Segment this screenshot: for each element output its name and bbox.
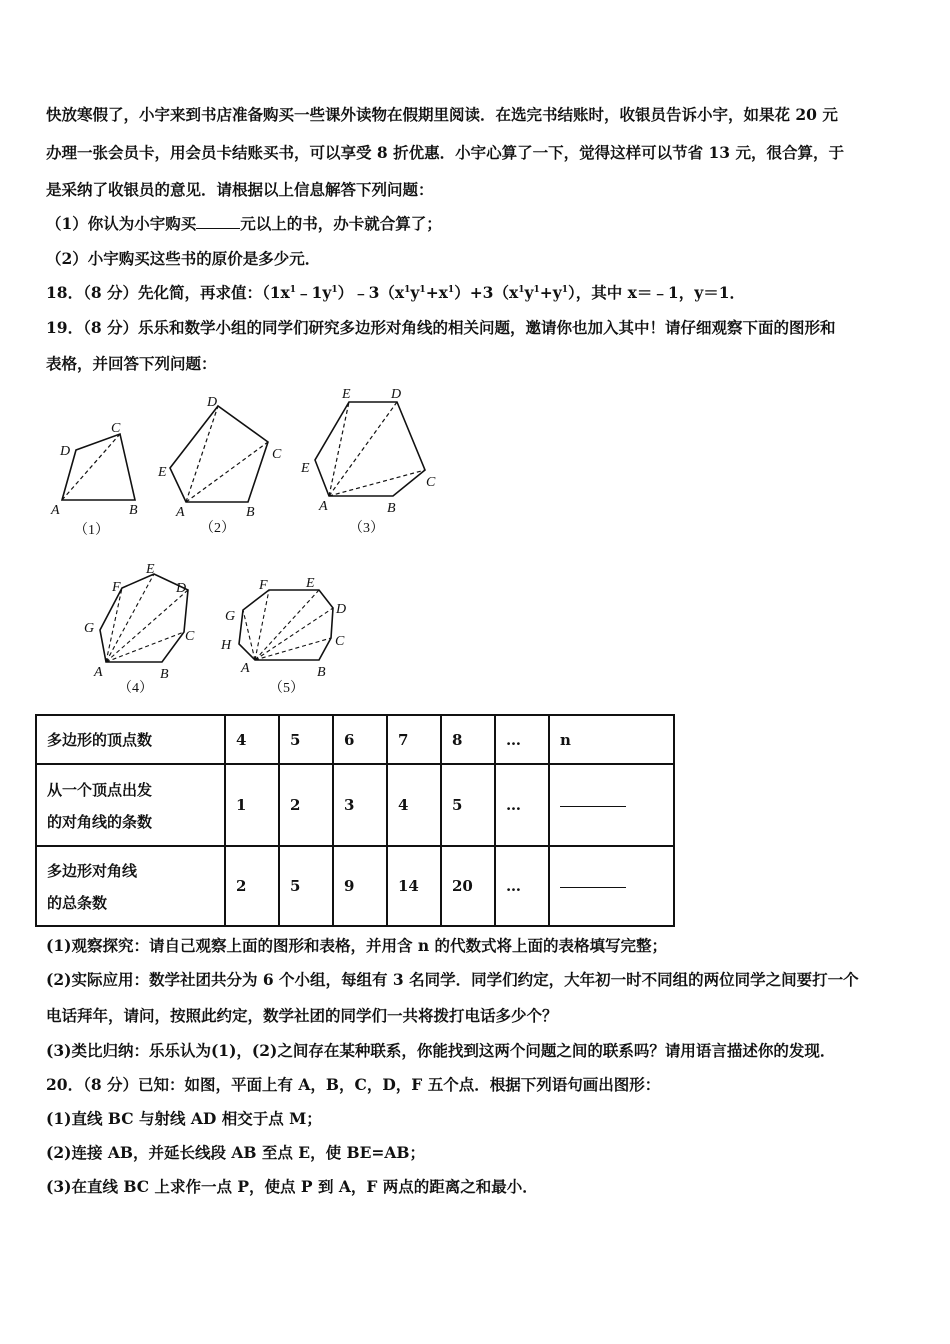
table-cell: 5 bbox=[279, 715, 333, 764]
vertex-label: G bbox=[84, 621, 95, 636]
table-cell: … bbox=[495, 764, 549, 846]
vertex-label: A bbox=[241, 661, 250, 676]
p18-exp: 1 bbox=[447, 284, 455, 295]
diagonal-line bbox=[255, 638, 331, 660]
diagonal-line bbox=[329, 470, 425, 496]
diagonal-table bbox=[35, 714, 675, 927]
p20-sub-3: (3)在直线 BC 上求作一点 P，使点 P 到 A，F 两点的距离之和最小． bbox=[46, 1177, 538, 1196]
vertex-label: A bbox=[176, 505, 185, 520]
polygon-outline bbox=[239, 590, 333, 660]
answer-blank[interactable] bbox=[560, 805, 626, 807]
table-row bbox=[36, 846, 674, 926]
vertex-label: F bbox=[112, 580, 121, 595]
table-cell: 9 bbox=[333, 846, 387, 926]
figure-caption: （1） bbox=[74, 523, 109, 538]
vertex-label: C bbox=[111, 421, 121, 436]
p18-text: ﹣1y bbox=[296, 283, 332, 302]
vertex-label: B bbox=[160, 667, 169, 682]
p18-exp: 1 bbox=[404, 284, 411, 295]
table-cell: 7 bbox=[387, 715, 441, 764]
table-cell: n bbox=[549, 715, 674, 764]
diagonal-line bbox=[255, 608, 333, 660]
vertex-label: G bbox=[225, 609, 236, 624]
intro-question-1 bbox=[46, 212, 442, 234]
q1-suffix: 元以上的书，办卡就合算了； bbox=[240, 214, 442, 233]
vertex-label: D bbox=[207, 395, 218, 410]
diagonal-line bbox=[106, 590, 188, 662]
table-cell: 3 bbox=[333, 764, 387, 846]
table-cell: 2 bbox=[225, 846, 279, 926]
table-cell: 4 bbox=[225, 715, 279, 764]
vertex-label: F bbox=[259, 578, 268, 593]
intro-line-3: 是采纳了收银员的意见．请根据以上信息解答下列问题： bbox=[46, 180, 434, 199]
answer-cell[interactable] bbox=[549, 764, 674, 846]
diagonal-line bbox=[186, 442, 268, 502]
figure-octagon bbox=[215, 568, 360, 700]
table-cell: 5 bbox=[441, 764, 495, 846]
vertex-label: A bbox=[51, 503, 60, 518]
figure-pentagon bbox=[150, 390, 300, 545]
p18-text: +x bbox=[425, 283, 448, 302]
table-row bbox=[36, 764, 674, 846]
q1-prefix: （1）你认为小宇购买 bbox=[46, 214, 197, 233]
p18-exp: 1 bbox=[419, 284, 426, 295]
table-cell: 6 bbox=[333, 715, 387, 764]
q1-answer-blank[interactable] bbox=[196, 214, 240, 229]
polygon-outline bbox=[170, 406, 268, 502]
table-cell: 8 bbox=[441, 715, 495, 764]
vertex-label: C bbox=[185, 629, 195, 644]
row-header: 多边形对角线 的总条数 bbox=[36, 846, 225, 926]
vertex-label: A bbox=[94, 665, 103, 680]
diagonal-line bbox=[255, 590, 269, 660]
figure-heptagon bbox=[80, 560, 210, 700]
p18-text: 18．（8 分）先化简，再求值：（1x bbox=[46, 283, 290, 302]
intro-question-2: （2）小宇购买这些书的原价是多少元． bbox=[46, 249, 321, 268]
figure-caption: （3） bbox=[349, 521, 384, 536]
intro-line-1: 快放寒假了，小宇来到书店准备购买一些课外读物在假期里阅读．在选完书结账时，收银员告诉小宇，如果花 20 元 bbox=[46, 105, 838, 124]
vertex-label: E bbox=[158, 465, 167, 480]
vertex-label: D bbox=[60, 444, 71, 459]
p19-sub-3: (3)类比归纳：乐乐认为(1)，(2)之间存在某种联系，你能找到这两个问题之间的联系吗？请用语言描述你的发现． bbox=[46, 1041, 836, 1060]
vertex-label: C bbox=[272, 447, 282, 462]
figure-hexagon bbox=[295, 382, 455, 542]
p19-sub-2a: (2)实际应用：数学社团共分为 6 个小组，每组有 3 名同学．同学们约定，大年初一时不同组的两位同学之间要打一个 bbox=[46, 970, 859, 989]
p18-exp: 1 bbox=[561, 284, 569, 295]
p18-exp: 1 bbox=[331, 284, 338, 295]
table-cell: 4 bbox=[387, 764, 441, 846]
p20-sub-1: (1)直线 BC 与射线 AD 相交于点 M； bbox=[46, 1109, 322, 1128]
problem-20-head: 20．（8 分）已知：如图，平面上有 A，B，C，D，F 五个点．根据下列语句画出图形： bbox=[46, 1075, 661, 1094]
vertex-label: C bbox=[335, 634, 345, 649]
p18-exp: 1 bbox=[533, 284, 540, 295]
vertex-label: B bbox=[246, 505, 255, 520]
p18-exp: 1 bbox=[289, 284, 297, 295]
diagonal-line bbox=[243, 610, 255, 660]
p18-text: ）﹣3（x bbox=[337, 283, 405, 302]
table-cell: 20 bbox=[441, 846, 495, 926]
table-row bbox=[36, 715, 674, 764]
problem-19-line-2: 表格，并回答下列问题： bbox=[46, 354, 217, 373]
vertex-label: B bbox=[317, 665, 326, 680]
figure-caption: （4） bbox=[118, 681, 153, 696]
intro-line-2: 办理一张会员卡，用会员卡结账买书，可以享受 8 折优惠．小宇心算了一下，觉得这样可以节省 13 元，很合算，于 bbox=[46, 143, 844, 162]
vertex-label: E bbox=[342, 387, 351, 402]
table-cell: 1 bbox=[225, 764, 279, 846]
p18-text: ），其中 x＝﹣1，y＝1． bbox=[568, 283, 745, 302]
vertex-label: D bbox=[336, 602, 347, 617]
table-cell: 14 bbox=[387, 846, 441, 926]
answer-cell[interactable] bbox=[549, 846, 674, 926]
vertex-label: B bbox=[129, 503, 138, 518]
p20-sub-2: (2)连接 AB，并延长线段 AB 至点 E，使 BE=AB； bbox=[46, 1143, 426, 1162]
vertex-label: C bbox=[426, 475, 436, 490]
vertex-label: A bbox=[319, 499, 328, 514]
p19-sub-2b: 电话拜年，请问，按照此约定，数学社团的同学们一共将拨打电话多少个？ bbox=[46, 1006, 558, 1025]
polygon-outline bbox=[62, 434, 135, 500]
problem-18 bbox=[46, 281, 745, 303]
answer-blank[interactable] bbox=[560, 886, 626, 888]
figure-caption: （5） bbox=[269, 681, 304, 696]
vertex-label: D bbox=[391, 387, 402, 402]
p18-text: y bbox=[410, 283, 420, 302]
vertex-label: E bbox=[306, 576, 315, 591]
vertex-label: D bbox=[176, 581, 187, 596]
p18-text: y bbox=[524, 283, 534, 302]
figure-caption: （2） bbox=[200, 521, 235, 536]
table-cell: 2 bbox=[279, 764, 333, 846]
figure-quadrilateral bbox=[40, 410, 160, 545]
p18-exp: 1 bbox=[518, 284, 525, 295]
diagonal-line bbox=[329, 402, 397, 496]
p18-text: +y bbox=[539, 283, 562, 302]
p18-text: ）+3（x bbox=[454, 283, 519, 302]
diagonal-line bbox=[255, 590, 319, 660]
vertex-label: E bbox=[146, 562, 155, 577]
table-cell: … bbox=[495, 846, 549, 926]
p19-sub-1: (1)观察探究：请自己观察上面的图形和表格，并用含 n 的代数式将上面的表格填写完整； bbox=[46, 936, 668, 955]
table-cell: 5 bbox=[279, 846, 333, 926]
row-header: 多边形的顶点数 bbox=[36, 715, 225, 764]
vertex-label: B bbox=[387, 501, 396, 516]
vertex-label: E bbox=[301, 461, 310, 476]
row-header: 从一个顶点出发 的对角线的条数 bbox=[36, 764, 225, 846]
diagonal-line bbox=[106, 588, 122, 662]
diagonal-line bbox=[186, 406, 218, 502]
vertex-label: H bbox=[221, 638, 232, 653]
table-cell: … bbox=[495, 715, 549, 764]
problem-19-line-1: 19．（8 分）乐乐和数学小组的同学们研究多边形对角线的相关问题，邀请你也加入其中！请仔细观察下面的图形和 bbox=[46, 318, 836, 337]
